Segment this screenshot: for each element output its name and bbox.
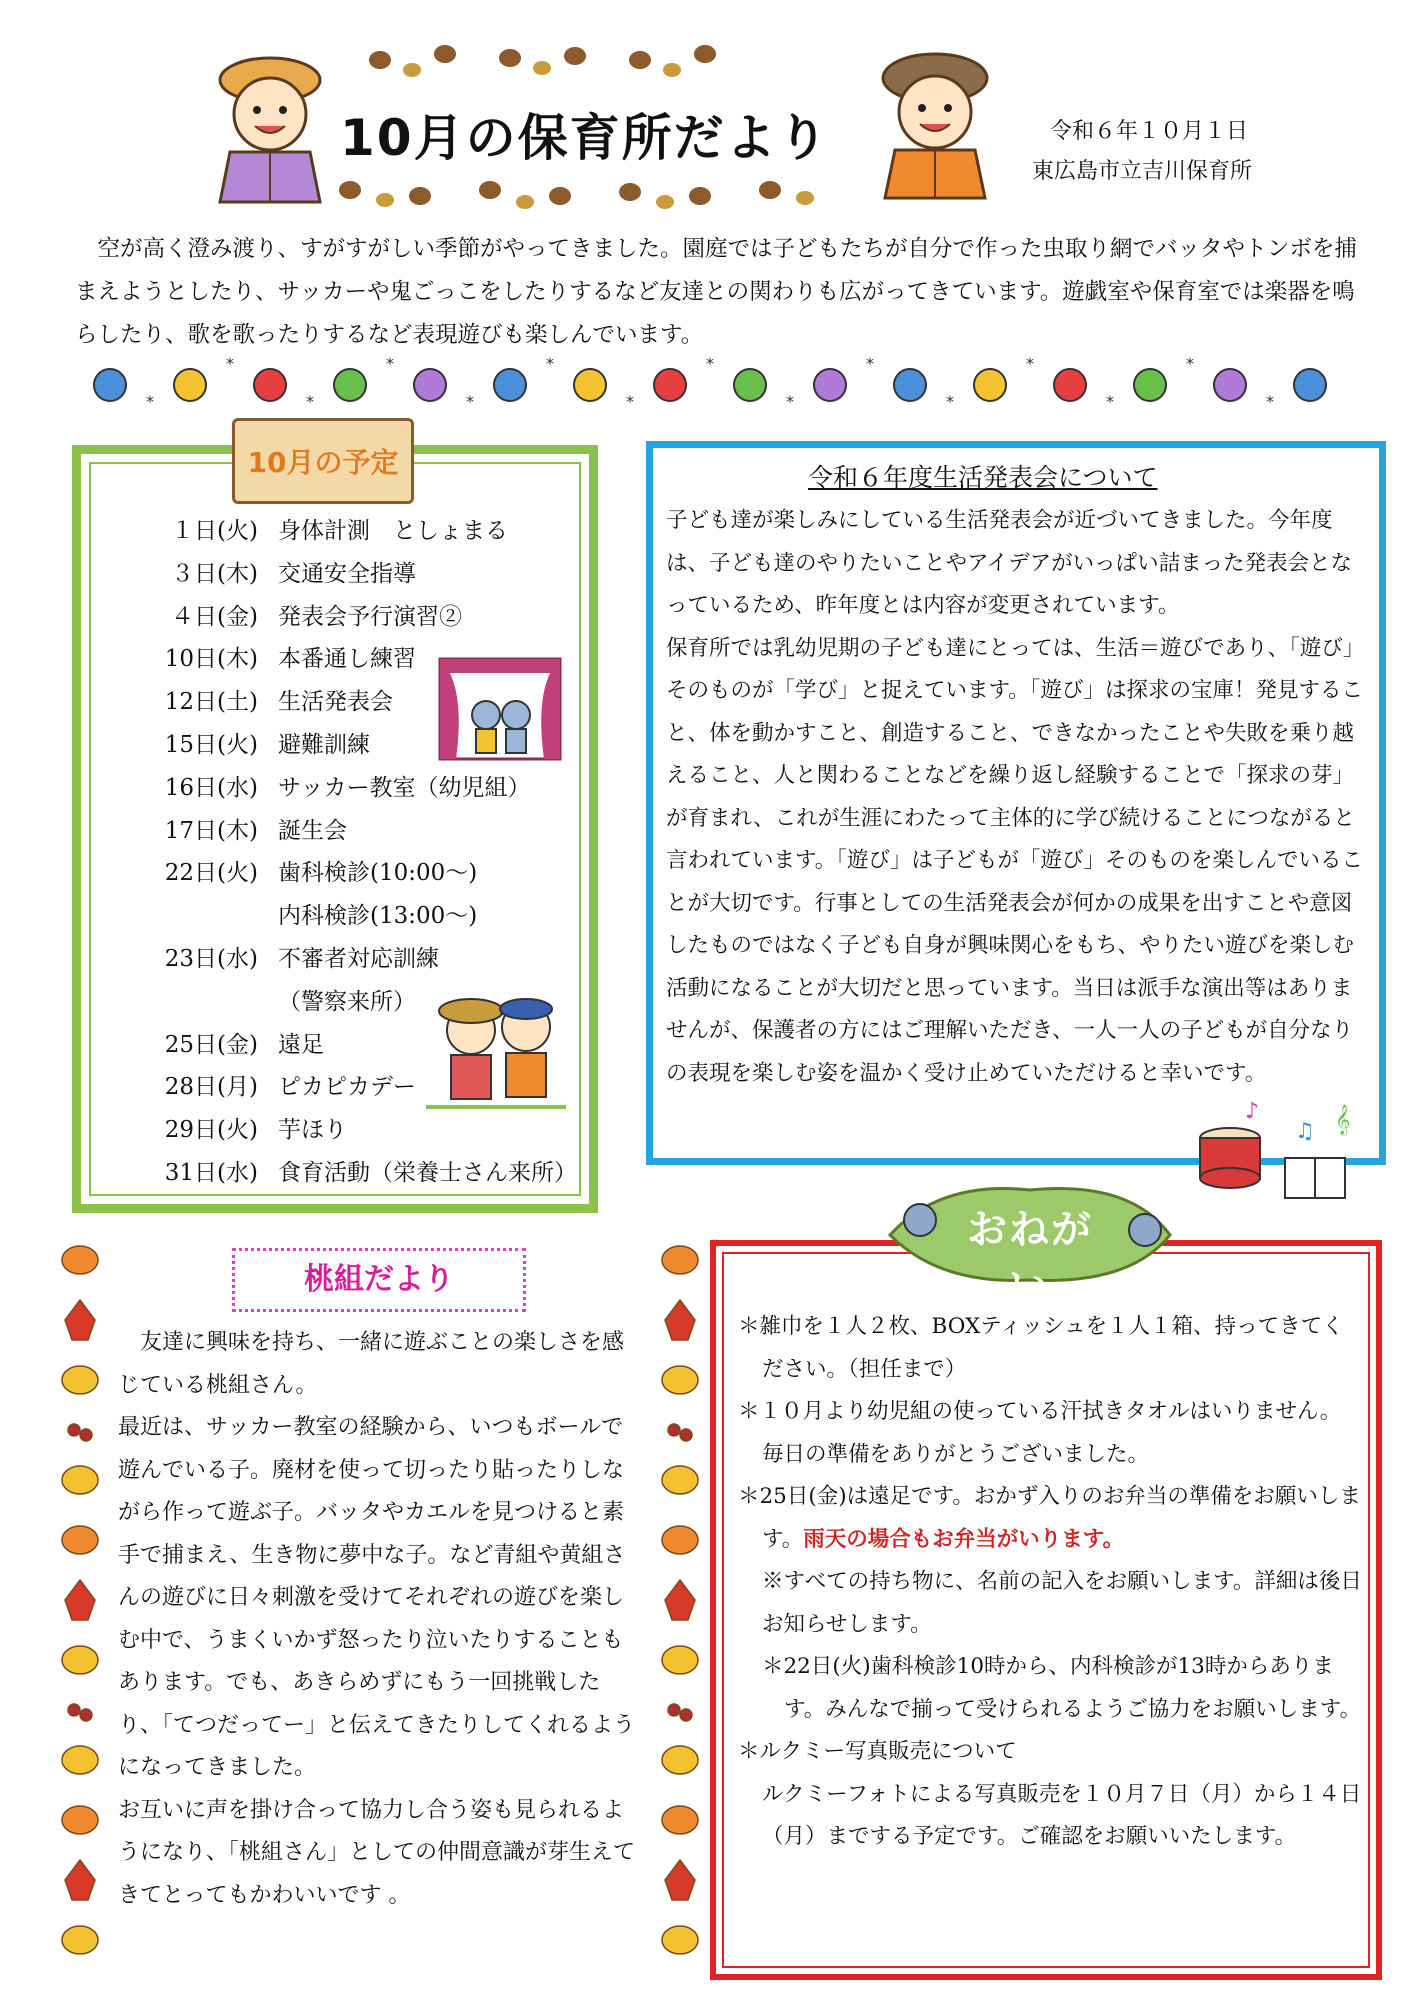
autumn-leaf-border-left	[50, 1240, 110, 1990]
recital-title: 令和６年度生活発表会について	[808, 463, 1158, 492]
schedule-day: ３日(木)	[171, 560, 258, 587]
svg-text:♫: ♫	[1295, 1119, 1315, 1144]
schedule-event: 身体計測 としょまる	[278, 518, 508, 544]
schedule-event: 歯科検診(10:00～)	[278, 860, 478, 887]
schedule-day: 28日(月)	[164, 1074, 258, 1101]
svg-text:*: *	[146, 392, 154, 411]
request-item: ＊22日(火)歯科検診10時から、内科検診が13時からあります。みんなで揃って受けられるようご協力をお願いします。	[762, 1654, 1362, 1722]
svg-text:*: *	[1186, 355, 1194, 373]
svg-text:*: *	[306, 392, 314, 411]
character-row-decoration	[80, 355, 1370, 415]
schedule-heading: 10月の予定	[247, 446, 399, 479]
schedule-event: 食育活動（栄養士さん来所）	[278, 1160, 577, 1186]
recital-paragraph: 子ども達が楽しみにしている生活発表会が近づいてきました。今年度は、子ども達のやりたいことやアイデアがいっぱい詰まった発表会となっているため、昨年度とは内容が変更されています。	[666, 508, 1353, 618]
drum-and-music-illustration	[1185, 1098, 1365, 1208]
issue-date: 令和６年１０月１日	[1050, 119, 1249, 144]
schedule-event: 遠足	[278, 1031, 324, 1058]
svg-text:*: *	[1106, 392, 1114, 411]
schedule-event: （警察来所）	[278, 988, 416, 1015]
schedule-day: 22日(火)	[164, 860, 258, 887]
request-note: ※すべての持ち物に、名前の記入をお願いします。詳細は後日お知らせします。	[762, 1569, 1362, 1637]
intro-text: 空が高く澄み渡り、すがすがしい季節がやってきました。園庭では子どもたちが自分で作った虫取り網でバッタやトンボを捕まえようとしたり、サッカーや鬼ごっこをしたりするなど友達との関わりも広がってきています。遊戯室や保育室では楽器を鳴らしたり、歌を歌ったりするなど表現遊びも楽しんでいます。	[75, 236, 1358, 348]
recital-body	[666, 500, 1370, 1095]
request-item: ＊ルクミー写真販売について	[738, 1739, 1017, 1764]
svg-text:*: *	[786, 392, 794, 411]
svg-text:♪: ♪	[1245, 1099, 1260, 1124]
child-with-acorn-hat-illustration	[195, 52, 345, 212]
child-with-acorn-hat-illustration	[860, 48, 1010, 208]
schedule-day: 25日(金)	[164, 1031, 258, 1058]
momo-paragraph: 友達に興味を持ち、一緒に遊ぶことの楽しさを感じている桃組さん。	[118, 1330, 625, 1398]
schedule-row	[118, 598, 588, 638]
svg-text:*: *	[226, 355, 234, 373]
request-item: ＊１０月より幼児組の使っている汗拭きタオルはいりません。毎日の準備をありがとうございました。	[738, 1399, 1342, 1467]
schedule-row	[118, 769, 588, 809]
autumn-leaf-border-right	[650, 1240, 710, 1990]
schedule-event: 交通安全指導	[278, 560, 416, 587]
request-item: ＊雑巾を１人２枚、BOXティッシュを１人１箱、持ってきてください。（担任まで）	[738, 1314, 1344, 1382]
stage-performance-illustration	[436, 655, 564, 765]
schedule-event: サッカー教室（幼児組）	[278, 774, 531, 801]
schedule-row	[118, 512, 588, 552]
svg-text:𝄞: 𝄞	[1335, 1105, 1351, 1135]
momo-paragraph: お互いに声を掛け合って協力し合う姿も見られるようになり、「桃組さん」としての仲間意識が芽生えてきてとってもかわいいです 。	[118, 1797, 636, 1908]
schedule-row	[118, 940, 588, 980]
schedule-day: 10日(木)	[164, 646, 258, 673]
momo-body	[118, 1322, 642, 1917]
schedule-event: 避難訓練	[278, 732, 370, 758]
svg-text:*: *	[546, 355, 554, 373]
svg-text:*: *	[386, 355, 394, 373]
schedule-day: 16日(水)	[164, 774, 258, 801]
schedule-event: 生活発表会	[278, 689, 393, 716]
momo-title: 桃組だより	[304, 1262, 454, 1297]
schedule-row	[118, 1154, 588, 1194]
schedule-event: 発表会予行演習②	[278, 603, 462, 630]
schedule-row	[118, 897, 588, 937]
schedule-day: 23日(水)	[164, 946, 258, 972]
svg-text:*: *	[1026, 355, 1034, 373]
svg-text:*: *	[946, 392, 954, 411]
request-item	[738, 1476, 1362, 1561]
request-list	[738, 1306, 1362, 1859]
schedule-heading-signboard	[232, 418, 414, 504]
schedule-day: 12日(土)	[164, 689, 258, 716]
schedule-day: 15日(火)	[164, 732, 258, 758]
hiking-children-illustration	[416, 985, 576, 1125]
recital-paragraph: 保育所では乳幼児期の子ども達にとっては、生活＝遊びであり、「遊び」そのものが「学び」と捉えています。「遊び」は探求の宝庫！発見すること、体を動かすこと、創造すること、できなかったことや失敗を乗り越えること、人と関わることなどを繰り返し経験することで「探求の芽」が育まれ、これが生涯にわたって主体的に学び続けることにつながると言われています。「遊び」は子どもが「遊び」そのものを楽しんでいることが大切です。行事としての生活発表会が何かの成果を出すことや意図したものではなく子ども自身が興味関心をもち、やりたい遊びを楽しむ活動になることが大切だと思っています。当日は派手な演出等はありませんが、保護者の方にはご理解いただき、一人一人の子どもが自分なりの表現を楽しむ姿を温かく受け止めていただけると幸いです。	[666, 635, 1365, 1086]
intro-paragraph	[75, 228, 1365, 357]
momo-paragraph: 最近は、サッカー教室の経験から、いつもボールで遊んでいる子。廃材を使って切ったり貼ったりしながら作って遊ぶ子。バッタやカエルを見つけると素手で捕まえ、生き物に夢中な子。など青組や黄組さんの遊びに日々刺激を受けてそれぞれの遊びを楽しむ中で、うまくいかず怒ったり泣いたりすることもあります。でも、あきらめずにもう一回挑戦したり、「てつだってー」と伝えてきたりしてくれるようになってきました。	[118, 1415, 636, 1780]
schedule-row	[118, 854, 588, 894]
schedule-event: 本番通し練習	[278, 646, 416, 673]
schedule-event: 内科検診(13:00～)	[278, 903, 478, 930]
schedule-day: ４日(金)	[171, 603, 258, 630]
schedule-day: 17日(木)	[164, 817, 258, 844]
school-name: 東広島市立吉川保育所	[1032, 159, 1253, 184]
schedule-day: 31日(水)	[164, 1160, 258, 1186]
schedule-event: 不審者対応訓練	[278, 946, 439, 972]
schedule-event: ピカピカデー	[278, 1074, 416, 1101]
schedule-row	[118, 555, 588, 595]
schedule-event: 芋ほり	[278, 1117, 347, 1144]
page-title: 10月の保育所だより	[340, 109, 830, 167]
schedule-day: １日(火)	[171, 518, 258, 544]
request-note: ルクミーフォトによる写真販売を１０月７日（月）から１４日（月）までする予定です。ご確認をお願いいたします。	[762, 1781, 1362, 1849]
request-heading: おねがい	[967, 1207, 1093, 1310]
schedule-row	[118, 812, 588, 852]
svg-text:*: *	[626, 392, 634, 411]
rain-notice: 雨天の場合もお弁当がいります。	[803, 1526, 1125, 1552]
request-item-text: ＊25日(金)は遠足です。おかず入りのお弁当の準備をお願いします。	[738, 1484, 1361, 1552]
schedule-day: 29日(火)	[164, 1117, 258, 1144]
svg-text:*: *	[706, 355, 714, 373]
svg-text:*: *	[1266, 392, 1274, 411]
svg-text:*: *	[466, 392, 474, 411]
schedule-event: 誕生会	[278, 817, 347, 844]
svg-text:*: *	[866, 355, 874, 373]
